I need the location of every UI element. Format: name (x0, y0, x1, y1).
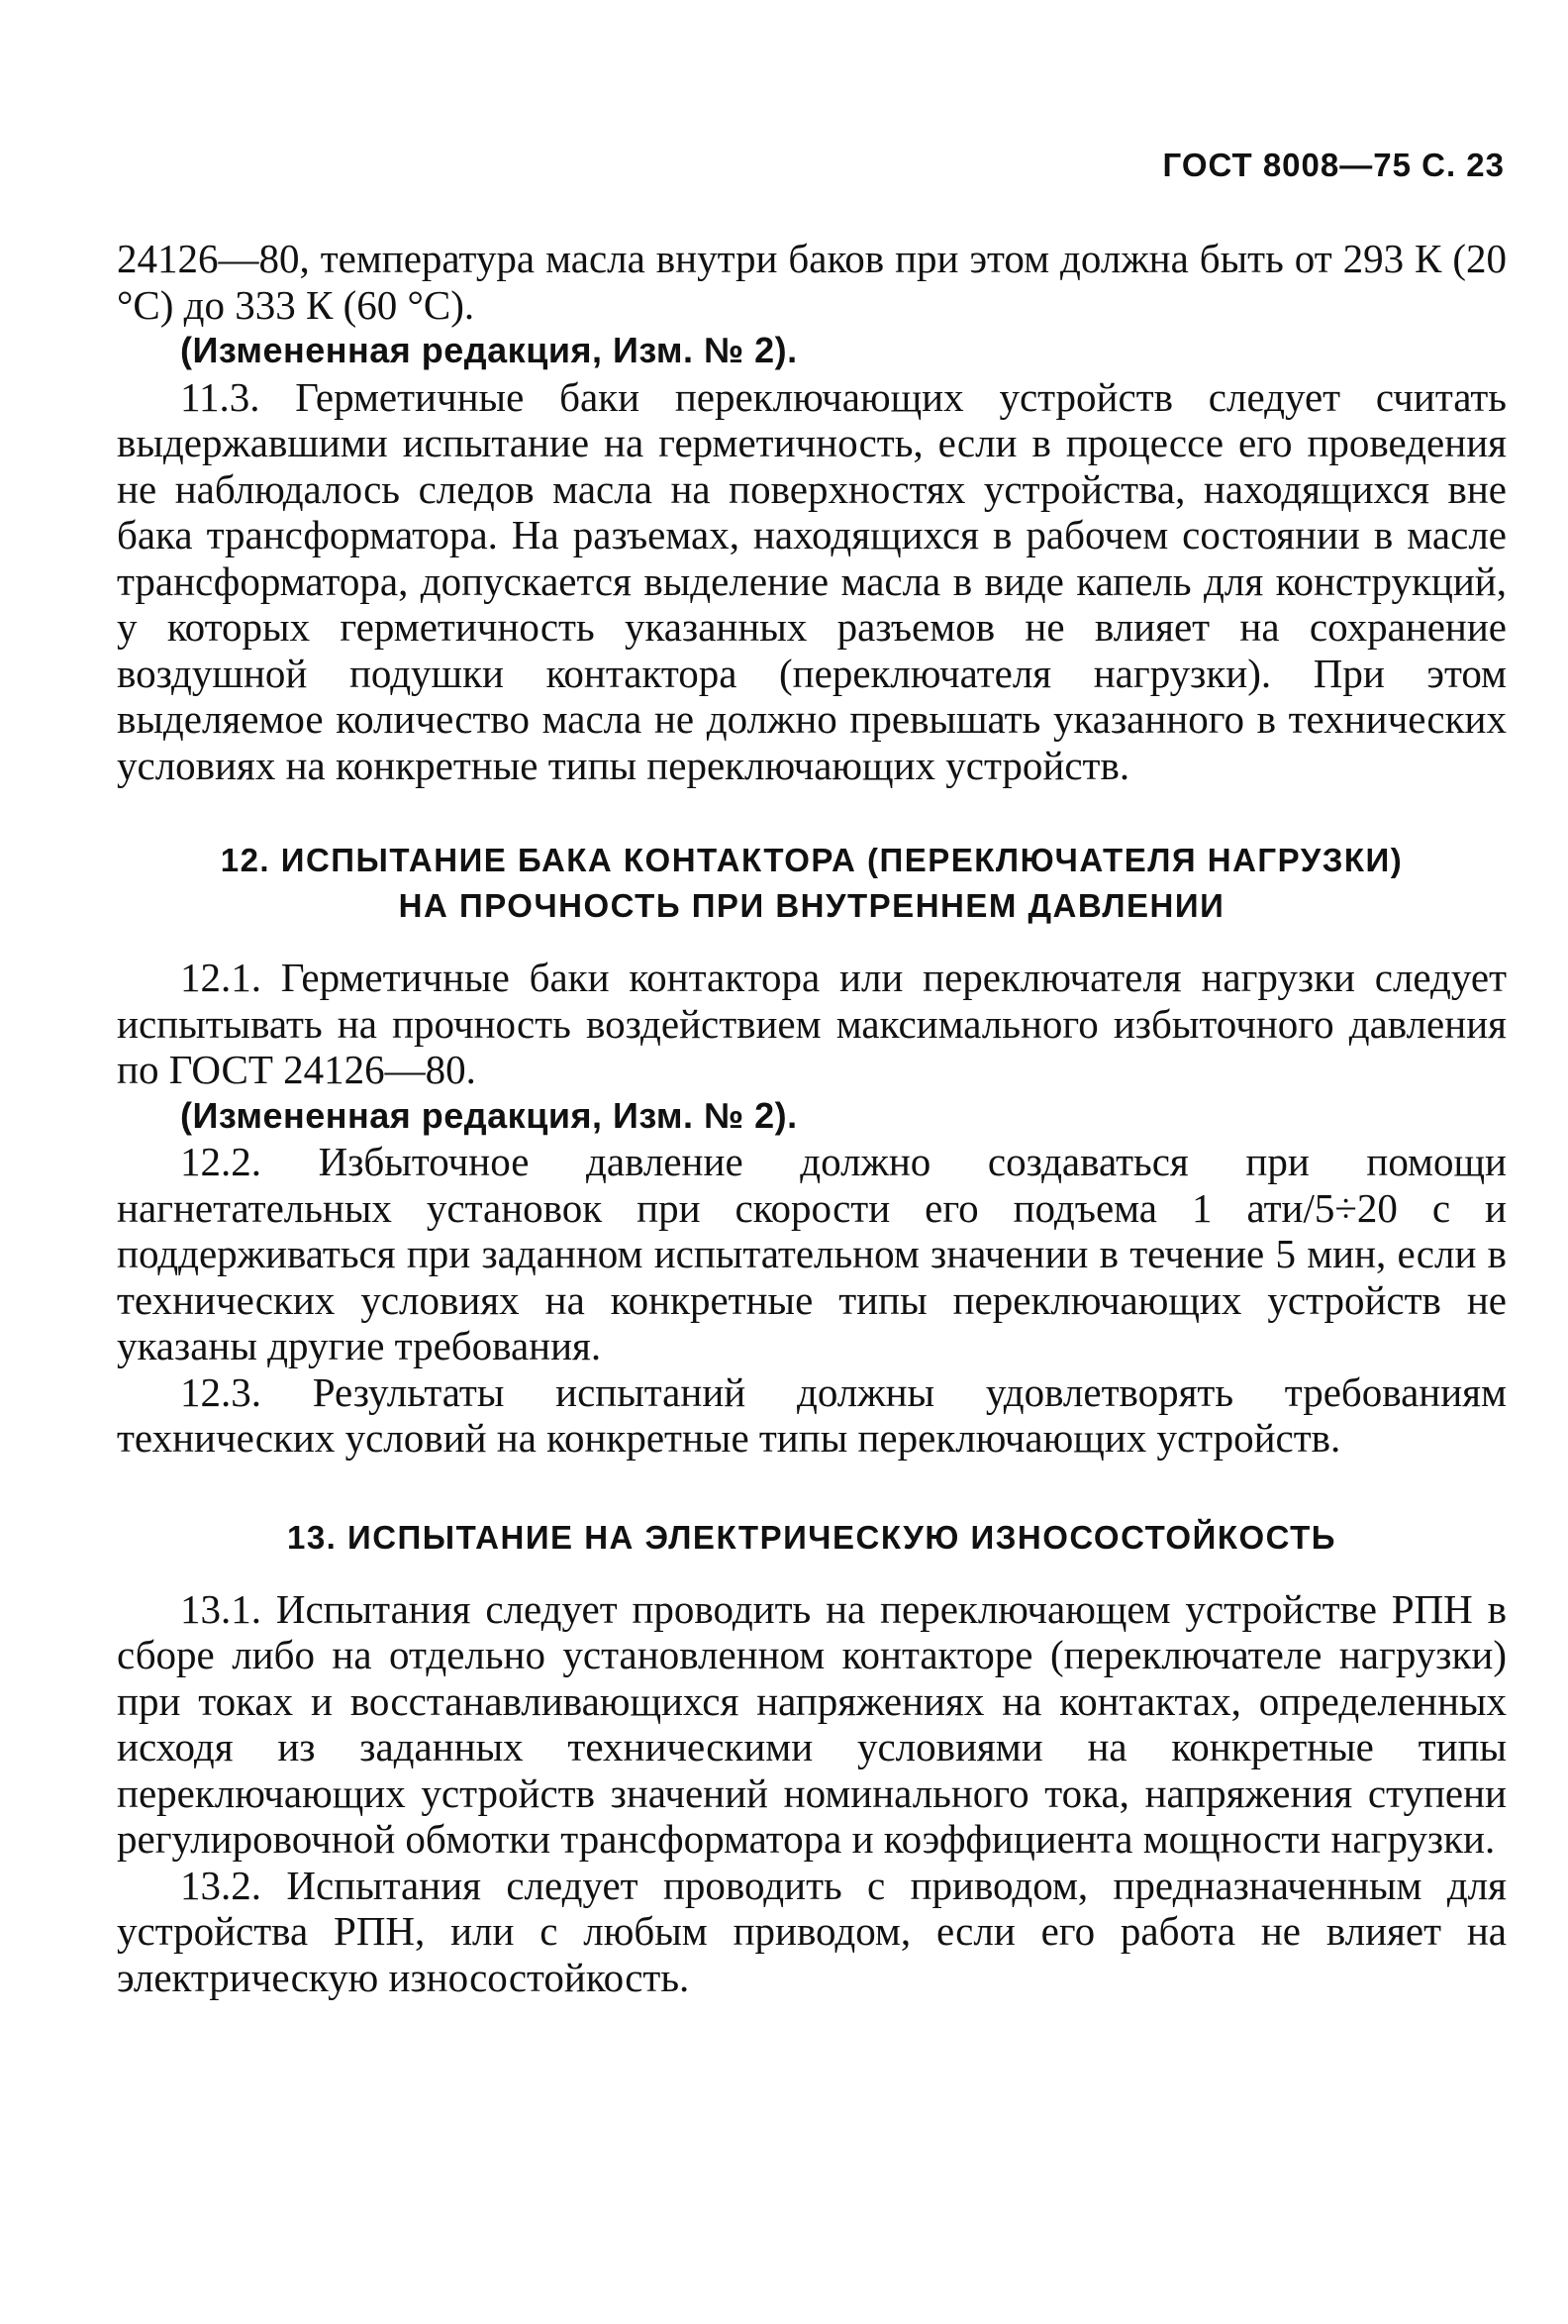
paragraph-11-3: 11.3. Герметичные баки переключающих устройств следует считать выдержавшими испытание на герметичность, если в процессе его проведения не наблюдалось следов масла на поверхностях устройства, находящихся вне бака трансформатора. На разъемах, находящихся в рабочем состоянии в масле трансформатора, допускается выделение масла в виде капель для конструкций, у которых герметичность указанных разъемов не влияет на сохранение воздушной подушки контактора (переключателя нагрузки). При этом выделяемое количество масла не должно превышать указанного в технических условиях на конкретные типы переключающих устройств. (117, 373, 1507, 788)
paragraph-12-3: 12.3. Результаты испытаний должны удовлетворять требованиям технических условий на конкретные типы переключающих устройств. (117, 1368, 1507, 1461)
paragraph-12-1: 12.1. Герметичные баки контактора или переключателя нагрузки следует испытывать на прочность воздействием максимального избыточного давления по ГОСТ 24126—80. (117, 955, 1507, 1092)
paragraph-13-1: 13.1. Испытания следует проводить на переключающем устройстве РПН в сборе либо на отдельно установленном контакторе (переключателе нагрузки) при токах и восстанавливающихся напряжениях на контактах, определенных исходя из заданных техническими условиями на конкретные типы переключающих устройств значений номинального тока, напряжения ступени регулировочной обмотки трансформатора и коэффициента мощности нагрузки. (117, 1585, 1507, 1862)
section-12-heading (117, 838, 1507, 929)
section-12-heading-line-2: НА ПРОЧНОСТЬ ПРИ ВНУТРЕННЕМ ДАВЛЕНИИ (398, 887, 1225, 924)
running-header: ГОСТ 8008—75 С. 23 (1162, 147, 1505, 183)
amendment-note: (Измененная редакция, Изм. № 2). (180, 330, 798, 370)
section-13-heading: 13. ИСПЫТАНИЕ НА ЭЛЕКТРИЧЕСКУЮ ИЗНОСОСТОЙКОСТЬ (286, 1518, 1337, 1556)
paragraph-13-2: 13.2. Испытания следует проводить с приводом, предназначенным для устройства РПН, или с любым приводом, если его работа не влияет на электрическую износостойкость. (117, 1862, 1507, 2000)
document-body (117, 236, 1507, 2000)
continuation-paragraph: 24126—80, температура масла внутри баков при этом должна быть от 293 К (20 °С) до 333 К (60 °С). (117, 236, 1507, 328)
paragraph-12-2: 12.2. Избыточное давление должно создаваться при помощи нагнетательных установок при скорости его подъема 1 ати/5÷20 с и поддерживаться при заданном испытательном значении в течение 5 мин, если в технических условиях на конкретные типы переключающих устройств не указаны другие требования. (117, 1139, 1507, 1368)
section-12-heading-line-1: 12. ИСПЫТАНИЕ БАКА КОНТАКТОРА (ПЕРЕКЛЮЧАТЕЛЯ НАГРУЗКИ) (220, 842, 1404, 878)
amendment-note: (Измененная редакция, Изм. № 2). (180, 1094, 798, 1136)
